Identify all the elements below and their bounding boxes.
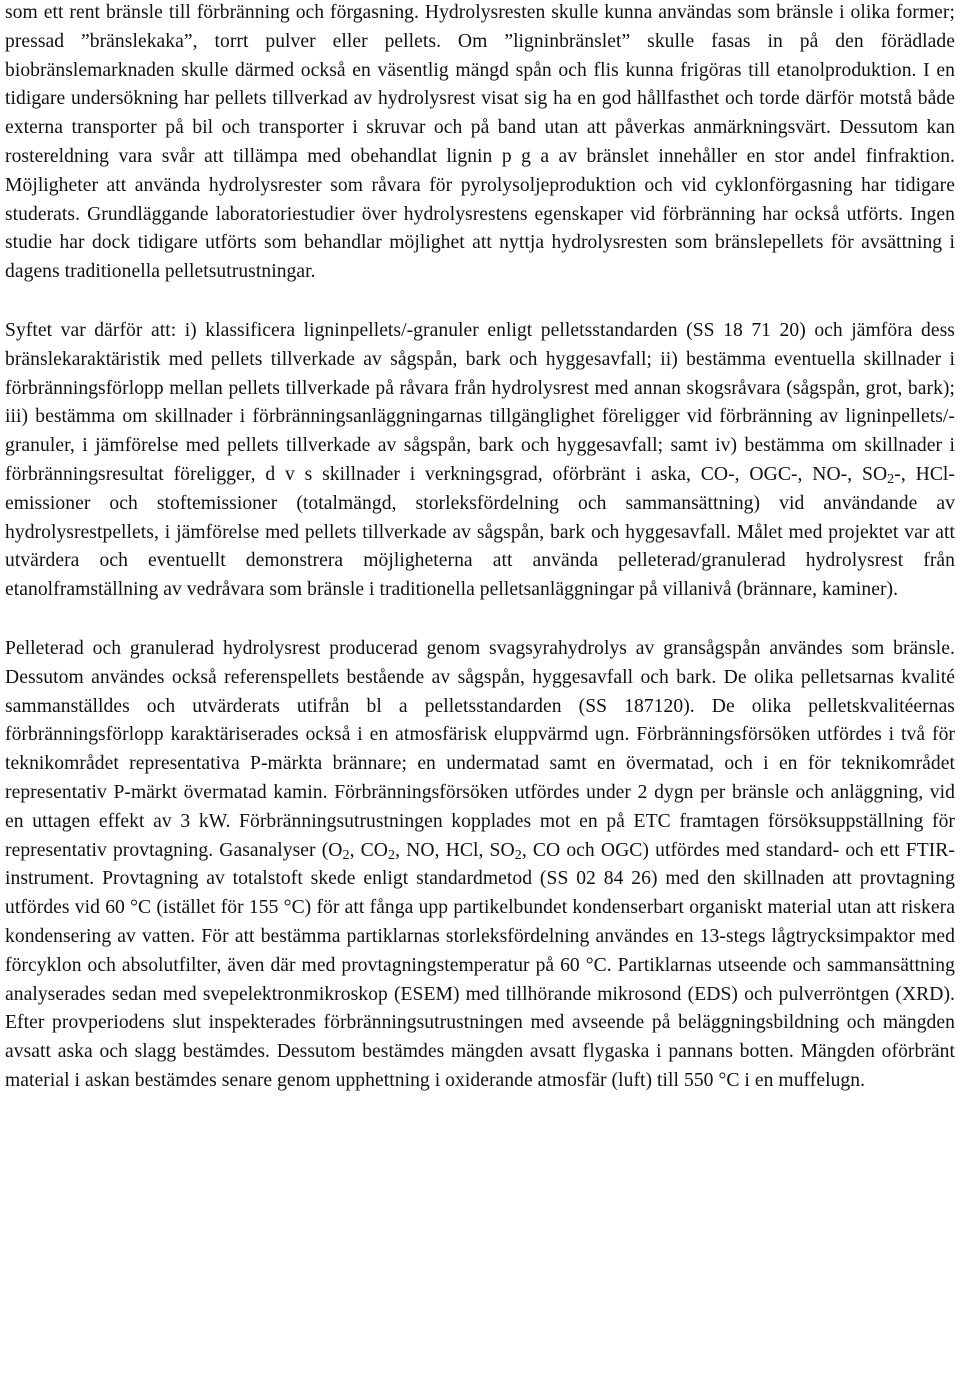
subscript-2: 2 xyxy=(342,846,350,863)
paragraph-method: Pelleterad och granulerad hydrolysrest producerad genom svagsyrahydrolys av gransågspån användes som bränsle. Dessutom användes också referenspellets bestående av sågspån, hyggesavfall och bark. De olika pelletsarnas kvalité sammanställdes och utvärderats utifrån bl a pelletsstandarden (SS 187120). De olika pelletskvalitéernas förbränningsförlopp karaktäriserades också i en atmosfärisk eluppvärmd ugn. Förbränningsförsöken utfördes i två för teknikområdet representativa P-märkta brännare; en undermatad samt en övermatad, och i en för teknikområdet representativ P-märkt övermatad kamin. Förbränningsförsöken utfördes under 2 dygn per bränsle och anläggning, vid en uttagen effekt av 3 kW. Förbränningsutrustningen kopplades mot en på ETC framtagen försöksuppställning för representativ provtagning. Gasanalyser ($O_2$, $CO_2$, NO, HCl, $SO_2$, CO och OGC) utfördes med standard- och ett FTIR-instrument. Provtagning av totalstoft skede enligt standardmetod (SS 02 84 26) med den skillnaden att provtagning utfördes vid 60 °C (istället för 155 °C) för att fånga upp partikelbundet kondenserbart organiskt material utan att riskera kondensering av vatten. För att bestämma partiklarnas storleksfördelning användes en 13-stegs lågtrycksimpaktor med förcyklon och absolutfilter, även där med provtagningstemperatur på 60 °C. Partiklarnas utseende och sammansättning analyserades sedan med svepelektronmikroskop (ESEM) med tillhörande mikrosond (EDS) och pulverröntgen (XRD). Efter provperiodens slut inspekterades förbränningsutrustningen med avseende på beläggningsbildning och mängden avsatt aska och slagg bestämdes. Dessutom bestämdes mängden avsatt flygaska i pannans botten. Mängden oförbränt material i askan bestämdes senare genom upphettning i oxiderande atmosfär (luft) till 550 °C i en muffelugn. xyxy=(5,637,956,1091)
paragraph-spacer xyxy=(5,605,955,635)
document-page xyxy=(5,0,955,1096)
subscript-2: 2 xyxy=(887,471,895,488)
subscript-2: 2 xyxy=(388,846,396,863)
subscript-2: 2 xyxy=(514,846,522,863)
paragraph-spacer xyxy=(5,287,955,317)
paragraph-aim: Syftet var därför att: i) klassificera ligninpellets/-granuler enligt pelletsstandarden (SS 18 71 20) och jämföra dess bränslekaraktäristik med pellets tillverkade av sågspån, bark och hyggesavfall; ii) bestämma eventuella skillnader i förbränningsförlopp mellan pellets tillverkade på råvara från hydrolysrest med annan skogsråvara (sågspån, grot, bark); iii) bestämma om skillnader i förbränningsanläggningarnas tillgänglighet föreligger vid förbränning av ligninpellets/-granuler, i jämförelse med pellets tillverkade av sågspån, bark och hyggesavfall; samt iv) bestämma om skillnader i förbränningsresultat föreligger, d v s skillnader i verkningsgrad, oförbränt i aska, CO-, OGC-, NO-, $SO_2-$, HCl-emissioner och stoftemissioner (totalmängd, storleksfördelning och sammansättning) vid användande av hydrolysrestpellets, i jämförelse med pellets tillverkade av sågspån, bark och hyggesavfall. Målet med projektet var att utvärdera och eventuellt demonstrera möjligheterna att använda pelleterad/granulerad hydrolysrest från etanolframställning av vedråvara som bränsle i traditionella pelletsanläggningar på villanivå (brännare, kaminer). xyxy=(5,319,956,601)
paragraph-intro-continuation: som ett rent bränsle till förbränning och förgasning. Hydrolysresten skulle kunna användas som bränsle i olika former; pressad ”bränslekaka”, torrt pulver eller pellets. Om ”ligninbränslet” skulle fasas in på den förädlade biobränslemarknaden skulle därmed också en väsentlig mängd spån och flis kunna frigöras till etanolproduktion. I en tidigare undersökning har pellets tillverkad av hydrolysrest visat sig ha en god hållfasthet och torde därför motstå både externa transporter på bil och transporter i skruvar och på band utan att påverkas anmärkningsvärt. Dessutom kan rostereldning vara svår att tillämpa med obehandlat lignin p g a av bränslet innehåller en stor andel finfraktion. Möjligheter att använda hydrolysrester som råvara för pyrolysoljeproduktion och vid cyklonförgasning har tidigare studerats. Grundläggande laboratoriestudier över hydrolysrestens egenskaper vid förbränning har också utförts. Ingen studie har dock tidigare utförts som behandlar möjlighet att nyttja hydrolysresten som bränslepellets för avsättning i dagens traditionella pelletsutrustningar. xyxy=(5,2,955,283)
